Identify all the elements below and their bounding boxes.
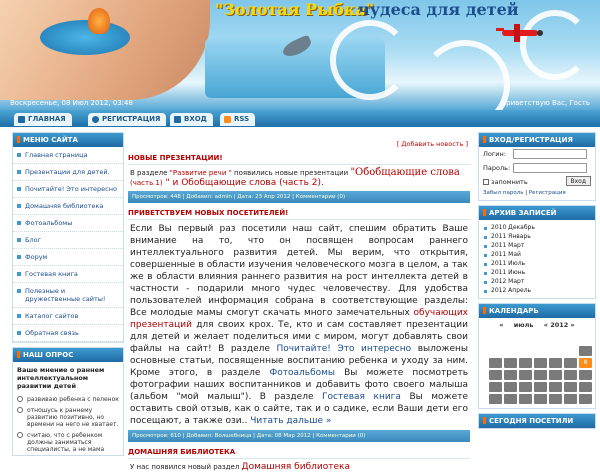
left-sidebar <box>12 132 124 460</box>
login-button[interactable]: Вход <box>566 176 592 186</box>
goldfish-image <box>88 8 110 34</box>
top-nav <box>0 110 600 127</box>
calendar-day <box>489 346 502 356</box>
news-text: Если Вы первый раз посетили наш сайт, спешим обратить Ваше внимание на то, что он посвящен вопросам раннего интеллектуального развития детей. Мы верим, что открытия, совершенные в области изучения человеческого мозга в целом, а так же в области влияния раннего развития на рост интеллекта детей в частности - подарили много чудес человечеству. Для удобства пользователей информация собрана в соответствующие разделы: <box>130 224 468 306</box>
calendar-day[interactable] <box>534 394 547 404</box>
current-date: Воскресенье, 08 Июл 2012, 03:48 <box>10 99 133 107</box>
calendar-title: КАЛЕНДАРЬ <box>479 304 595 318</box>
calendar-day[interactable] <box>579 382 592 392</box>
news-link[interactable]: "Развитие речи " <box>169 169 232 177</box>
home-icon <box>18 116 25 123</box>
archive-list <box>479 220 595 298</box>
calendar-weekday <box>504 334 517 344</box>
login-input[interactable] <box>513 149 587 159</box>
calendar-day[interactable] <box>504 358 517 368</box>
visitors-block <box>478 413 596 429</box>
calendar-day[interactable] <box>519 382 532 392</box>
news-link[interactable]: Гостевая книга <box>322 392 401 402</box>
archive-title: АРХИВ ЗАПИСЕЙ <box>479 206 595 220</box>
poll-option-label: развиваю ребенка с пеленок <box>27 396 119 403</box>
site-menu <box>12 132 124 343</box>
news-link[interactable]: (часть 1) <box>130 179 163 187</box>
password-input[interactable] <box>513 163 587 173</box>
news-comments[interactable]: Комментарии (0) <box>295 194 346 200</box>
site-title: "Золотая Рыбка" <box>215 0 375 19</box>
news-text: появились новые презентации <box>231 169 351 177</box>
news-link[interactable]: " и Обобщающие слова (часть 2). <box>162 178 324 188</box>
news-title[interactable]: ПРИВЕТСТВУЕМ НОВЫХ ПОСЕТИТЕЛЕЙ! <box>128 209 470 220</box>
archive-item[interactable]: 2010 Декабрь <box>479 223 595 232</box>
news-link[interactable]: "Обобщающие слова <box>350 167 460 178</box>
news-link[interactable]: Домашняя библиотека <box>241 462 350 472</box>
user-icon <box>92 116 99 123</box>
login-label: Логин: <box>483 150 506 158</box>
news-date: Дата: 23 Апр 2012 <box>237 194 291 200</box>
menu-item-guestbook[interactable]: Гостевая книга <box>13 266 123 283</box>
password-row <box>479 161 595 175</box>
news-text: У нас появился новый раздел <box>130 463 242 471</box>
calendar-day[interactable] <box>534 382 547 392</box>
nav-rss-label: RSS <box>234 115 250 123</box>
nav-home[interactable] <box>14 113 72 126</box>
calendar-day[interactable] <box>564 358 577 368</box>
calendar-day[interactable] <box>489 370 502 380</box>
menu-item-blog[interactable]: Блог <box>13 232 123 249</box>
nav-rss[interactable] <box>220 113 255 126</box>
nav-register[interactable] <box>88 113 166 126</box>
site-subtitle: чудеса для детей <box>358 0 519 19</box>
menu-item-library[interactable]: Домашняя библиотека <box>13 198 123 215</box>
calendar-nav <box>479 318 595 332</box>
login-block <box>478 132 596 201</box>
news-link[interactable]: Фотоальбомы <box>269 368 336 378</box>
main-content <box>128 132 470 475</box>
remember-row <box>479 175 595 189</box>
calendar-day <box>549 346 562 356</box>
news-text: выложены основные статьи, посвященные воспитанию ребенка и уходу за ним. Кроме этого, в разделе <box>130 344 468 378</box>
menu-item-catalog[interactable]: Каталог сайтов <box>13 308 123 325</box>
swirl-decoration <box>520 10 590 80</box>
radio-icon[interactable] <box>17 407 23 413</box>
calendar-day <box>564 346 577 356</box>
news-author-label: Добавил: <box>186 194 213 200</box>
news-text: В разделе <box>130 169 170 177</box>
poll-option[interactable] <box>13 405 123 430</box>
poll-block <box>12 347 124 456</box>
calendar-day[interactable] <box>564 382 577 392</box>
calendar-day[interactable] <box>519 370 532 380</box>
poll-question: Ваше мнение о раннем интеллектуальном развитии детей <box>17 366 105 390</box>
calendar-day[interactable] <box>519 358 532 368</box>
calendar-day <box>504 346 517 356</box>
news-views: Просмотров: 610 <box>132 433 181 439</box>
nav-login[interactable] <box>170 113 213 126</box>
calendar-prev-button[interactable]: « <box>499 321 504 329</box>
news-text: Вы можете посмотреть фотографии наших воспитанников и добавить фото своего малыша (альбом "мой малыш"). В разделе <box>130 368 469 402</box>
calendar-today[interactable]: 8 <box>579 358 592 368</box>
calendar-day[interactable] <box>549 394 562 404</box>
calendar-day[interactable] <box>519 394 532 404</box>
calendar-weekday <box>579 334 592 344</box>
poll-option[interactable] <box>13 394 123 405</box>
archive-item[interactable]: 2012 Апрель <box>479 286 595 295</box>
calendar-block <box>478 303 596 409</box>
lock-icon <box>174 116 181 123</box>
swirl-decoration <box>330 20 410 100</box>
news-author[interactable]: Волшебница <box>214 433 252 439</box>
add-news-link[interactable]: [ Добавить новость ] <box>396 140 468 148</box>
calendar-day[interactable] <box>579 370 592 380</box>
news-comments[interactable]: Комментарии (0) <box>316 433 366 439</box>
menu-item-forum[interactable]: Форум <box>13 249 123 266</box>
info-bar <box>0 97 600 110</box>
menu-item-home[interactable]: Главная страница <box>13 147 123 164</box>
calendar-day[interactable] <box>504 394 517 404</box>
menu-item-photos[interactable]: Фотоальбомы <box>13 215 123 232</box>
menu-item-presentations[interactable]: Презентации для детей. <box>13 164 123 181</box>
calendar-month: июль <box>513 321 534 329</box>
calendar-weekday <box>489 334 502 344</box>
read-more-link[interactable]: Читать дальше » <box>250 416 332 426</box>
news-text: Все молодые мамы смогут скачать много замечательных <box>130 308 414 318</box>
calendar-day <box>534 346 547 356</box>
poll-option-label: отношусь к раннему развитию позитивно, но времени на него не хватает. <box>27 407 119 428</box>
news-date: Дата: 08 Мар 2012 <box>256 433 311 439</box>
calendar-weekday <box>549 334 562 344</box>
poll-option[interactable] <box>13 430 123 455</box>
plane-icon <box>492 22 552 44</box>
register-link[interactable]: Регистрация <box>528 190 566 196</box>
news-title[interactable]: НОВЫЕ ПРЕЗЕНТАЦИИ! <box>128 154 470 165</box>
archive-item[interactable]: 2011 Июнь <box>479 268 595 277</box>
greeting: Приветствую Вас, Гость <box>500 99 590 107</box>
login-links-separator: | <box>525 190 528 196</box>
archive-item[interactable]: 2011 Май <box>479 250 595 259</box>
calendar-day[interactable] <box>564 394 577 404</box>
menu-item-feedback[interactable]: Обратная связь <box>13 325 123 342</box>
calendar-year: 2012 <box>550 321 569 329</box>
add-news-row <box>128 132 470 150</box>
news-author[interactable]: admin <box>214 194 232 200</box>
news-link[interactable]: Почитайте! Это интересно <box>276 344 412 354</box>
password-label: Пароль: <box>483 164 511 172</box>
calendar-day[interactable] <box>534 370 547 380</box>
remember-label: запомнить <box>491 178 528 186</box>
calendar-grid <box>479 332 595 408</box>
calendar-weekday <box>534 334 547 344</box>
nav-register-label: РЕГИСТРАЦИЯ <box>102 115 161 123</box>
site-header <box>0 0 600 110</box>
calendar-next-button[interactable]: » <box>570 321 575 329</box>
calendar-prev-year[interactable]: « <box>543 321 548 329</box>
archive-block <box>478 205 596 299</box>
login-row <box>479 147 595 161</box>
menu-item-articles[interactable]: Почитайте! Это интересно <box>13 181 123 198</box>
news-meta: Просмотров: 448 | Добавил: admin | Дата: 23 Апр 2012 | Комментарии (0) <box>128 191 470 203</box>
calendar-day[interactable] <box>549 382 562 392</box>
login-title: ВХОД/РЕГИСТРАЦИЯ <box>479 133 595 147</box>
visitors-title: СЕГОДНЯ ПОСЕТИЛИ <box>479 414 595 428</box>
nav-login-label: ВХОД <box>184 115 207 123</box>
calendar-day <box>519 346 532 356</box>
nav-home-label: ГЛАВНАЯ <box>28 115 66 123</box>
calendar-day[interactable] <box>579 346 592 356</box>
calendar-day[interactable] <box>489 358 502 368</box>
news-body <box>128 220 470 430</box>
calendar-day[interactable] <box>549 370 562 380</box>
calendar-weekday <box>519 334 532 344</box>
menu-item-links[interactable]: Полезные и дружественные сайты! <box>13 283 123 308</box>
news-views: Просмотров: 448 <box>132 194 181 200</box>
water-image <box>40 20 130 55</box>
news-author-label: Добавил: <box>186 433 213 439</box>
radio-icon[interactable] <box>17 396 23 402</box>
rss-icon <box>224 116 231 123</box>
remember-checkbox[interactable] <box>483 179 489 185</box>
calendar-day[interactable] <box>504 370 517 380</box>
forgot-password-link[interactable]: Забыл пароль <box>483 190 524 196</box>
calendar-day[interactable] <box>564 370 577 380</box>
calendar-day[interactable] <box>504 382 517 392</box>
news-body <box>128 459 470 475</box>
calendar-day[interactable] <box>534 358 547 368</box>
archive-item[interactable]: 2011 Январь <box>479 232 595 241</box>
news-body <box>128 165 470 191</box>
calendar-day[interactable] <box>579 394 592 404</box>
calendar-weekday <box>564 334 577 344</box>
news-text: Вы можете оставить свой отзыв, как о сайте, так и о садике, если Ваши дети его посещают, а также ози.. <box>130 392 468 426</box>
poll-title: НАШ ОПРОС <box>13 348 123 362</box>
calendar-day[interactable] <box>549 358 562 368</box>
radio-icon[interactable] <box>17 432 23 438</box>
news-meta: Просмотров: 610 | Добавил: Волшебница | Дата: 08 Мар 2012 | Комментарии (0) <box>128 430 470 442</box>
news-link[interactable]: обучающих презентаций <box>130 308 468 330</box>
calendar-day[interactable] <box>489 394 502 404</box>
calendar-day[interactable] <box>489 382 502 392</box>
login-links <box>479 189 595 200</box>
archive-item[interactable]: 2011 Июль <box>479 259 595 268</box>
site-menu-title: МЕНЮ САЙТА <box>13 133 123 147</box>
right-sidebar <box>478 132 596 433</box>
archive-item[interactable]: 2012 Март <box>479 277 595 286</box>
poll-option-label: считаю, что с ребенком должны заниматься специалисты, а не мама <box>27 432 105 453</box>
archive-item[interactable]: 2011 Март <box>479 241 595 250</box>
news-text: для своих крох. Те, кто и сам составляет презентации для детей и желает поделиться ими с миром, могут добавлять свои файлы на сайт! В разделе <box>130 320 468 354</box>
news-title[interactable]: ДОМАШНЯЯ БИБЛИОТЕКА <box>128 448 470 459</box>
